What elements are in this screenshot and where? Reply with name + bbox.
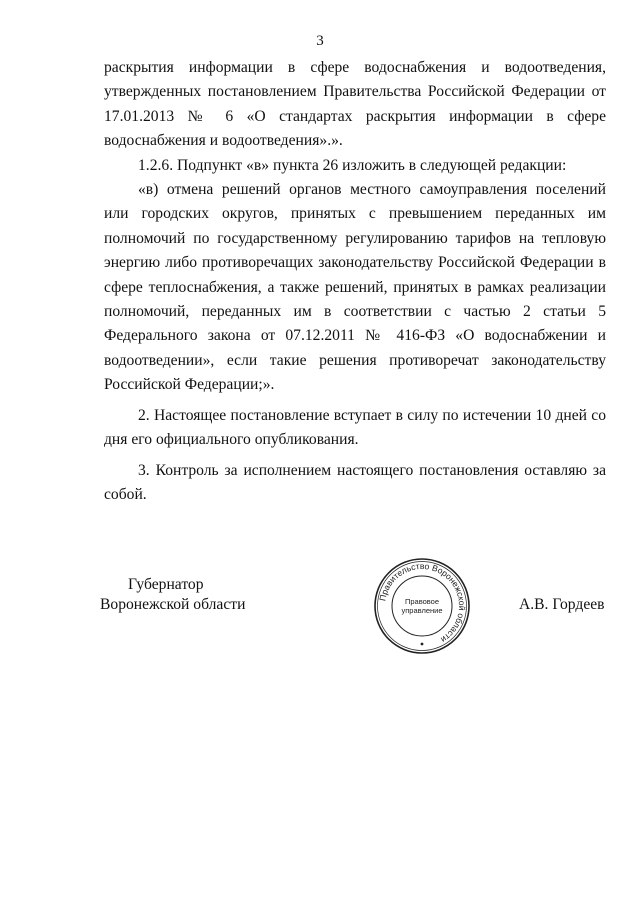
stamp-dot	[421, 643, 424, 646]
page-number: 3	[316, 33, 324, 49]
paragraph-continuation: раскрытия информации в сфере водоснабжения и водоотведения, утвержденных постановлением Правительства Российской Федерации от 17.01.2013 № 6 «О стандартах раскрытия информации в сфере водоснабжения и водоотведения».».	[104, 59, 606, 150]
paragraph-1-2-6: 1.2.6. Подпункт «в» пункта 26 изложить в следующей редакции:	[138, 156, 567, 174]
stamp-center-line1: Правовое	[404, 597, 440, 606]
signatory-title-line2: Воронежской области	[100, 596, 246, 613]
paragraph-3: 3. Контроль за исполнением настоящего постановления оставляю за собой.	[104, 461, 606, 503]
signatory-name: А.В. Гордеев	[519, 596, 605, 613]
signatory-title-line1: Губернатор	[128, 576, 204, 593]
stamp-center-line2: управление	[401, 606, 443, 615]
official-stamp	[372, 556, 472, 656]
paragraph-2: 2. Настоящее постановление вступает в силу по истечении 10 дней со дня его официального опубликования.	[104, 406, 606, 449]
document-body	[104, 56, 606, 507]
stamp-ring-text: Правительство Воронежской области	[377, 560, 468, 645]
signatory-title	[100, 575, 245, 615]
paragraph-quoted-amendment: «в) отмена решений органов местного самоуправления поселений или городских округов, принятых с превышением переданных им полномочий по государственному регулированию тарифов на тепловую энергию либо противоречащих законодательству Российской Федерации в сфере теплоснабжения, а также решений, принятых в рамках реализации полномочий, переданных им в соответствии с частью 2 статьи 5 Федерального закона от 07.12.2011 № 416-ФЗ «О водоснабжении и водоотведении», если такие решения противоречат законодательству Российской Федерации;».	[104, 181, 606, 394]
